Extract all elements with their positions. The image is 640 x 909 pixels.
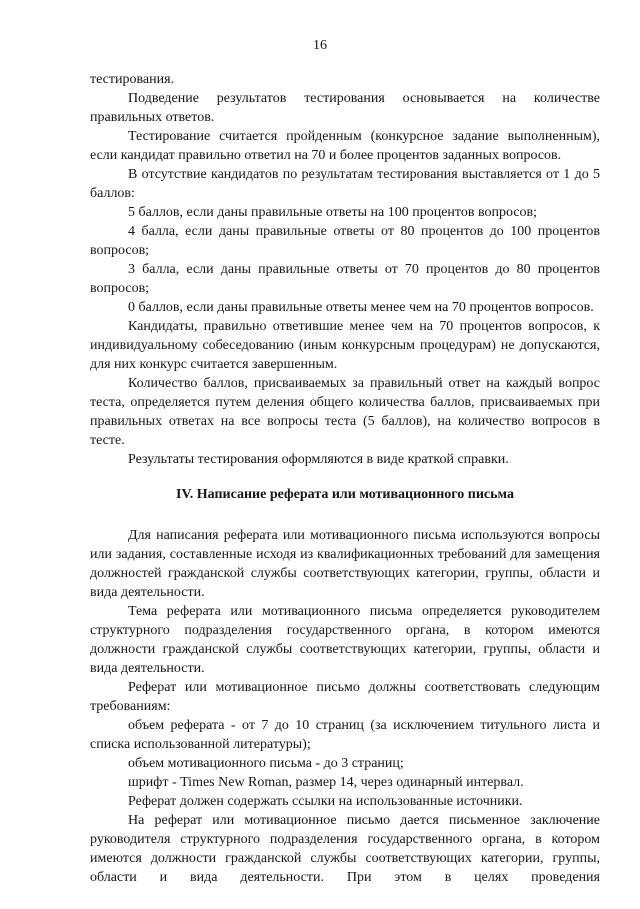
paragraph: Реферат или мотивационное письмо должны соответствовать следующим требованиям: (90, 680, 600, 714)
paragraph: Тестирование считается пройденным (конкурсное задание выполненным), если кандидат правильно ответил на 70 и более процентов заданных вопросов. (90, 129, 600, 163)
paragraph: Тема реферата или мотивационного письма определяется руководителем структурного подразделения государственного органа, в котором имеются должности гражданской службы соответствующих категории, группы, области и вида деятельности. (90, 604, 600, 676)
testing-results-section (90, 70, 600, 469)
paragraph: Для написания реферата или мотивационного письма используются вопросы или задания, составленные исходя из квалификационных требований для замещения должностей гражданской службы соответствующих категории, группы, области и вида деятельности. (90, 528, 600, 600)
paragraph: На реферат или мотивационное письмо дается письменное заключение руководителя структурного подразделения государственного органа, в котором имеются должности гражданской службы соответствующих категории, группы, области и вида деятельности. При этом в целях проведения (90, 813, 600, 885)
essay-section (90, 526, 600, 887)
paragraph: 4 балла, если даны правильные ответы от 80 процентов до 100 процентов вопросов; (90, 224, 600, 258)
paragraph: тестирования. (90, 72, 175, 87)
paragraph: 5 баллов, если даны правильные ответы на 100 процентов вопросов; (128, 205, 538, 220)
paragraph: Реферат должен содержать ссылки на использованные источники. (128, 794, 523, 809)
paragraph: шрифт - Times New Roman, размер 14, через одинарный интервал. (128, 775, 524, 790)
paragraph: Количество баллов, присваиваемых за правильный ответ на каждый вопрос теста, определяется путем деления общего количества баллов, присваиваемых при правильных ответах на все вопросы теста (5 баллов), на количество вопросов в тесте. (90, 376, 600, 448)
paragraph: объем мотивационного письма - до 3 страниц; (128, 756, 404, 771)
paragraph: Кандидаты, правильно ответившие менее чем на 70 процентов вопросов, к индивидуальному собеседованию (иным конкурсным процедурам) не допускаются, для них конкурс считается завершенным. (90, 319, 600, 372)
paragraph: объем реферата - от 7 до 10 страниц (за исключением титульного листа и списка использованной литературы); (90, 718, 600, 752)
paragraph: Результаты тестирования оформляются в виде краткой справки. (128, 452, 509, 467)
section-heading: IV. Написание реферата или мотивационного письма (176, 487, 514, 502)
paragraph: 3 балла, если даны правильные ответы от 70 процентов до 80 процентов вопросов; (90, 262, 600, 296)
document-body (90, 70, 600, 887)
page-number: 16 (313, 38, 327, 53)
paragraph: В отсутствие кандидатов по результатам тестирования выставляется от 1 до 5 баллов: (90, 167, 600, 201)
paragraph: 0 баллов, если даны правильные ответы менее чем на 70 процентов вопросов. (128, 300, 594, 315)
paragraph: Подведение результатов тестирования основывается на количестве правильных ответов. (90, 91, 600, 125)
